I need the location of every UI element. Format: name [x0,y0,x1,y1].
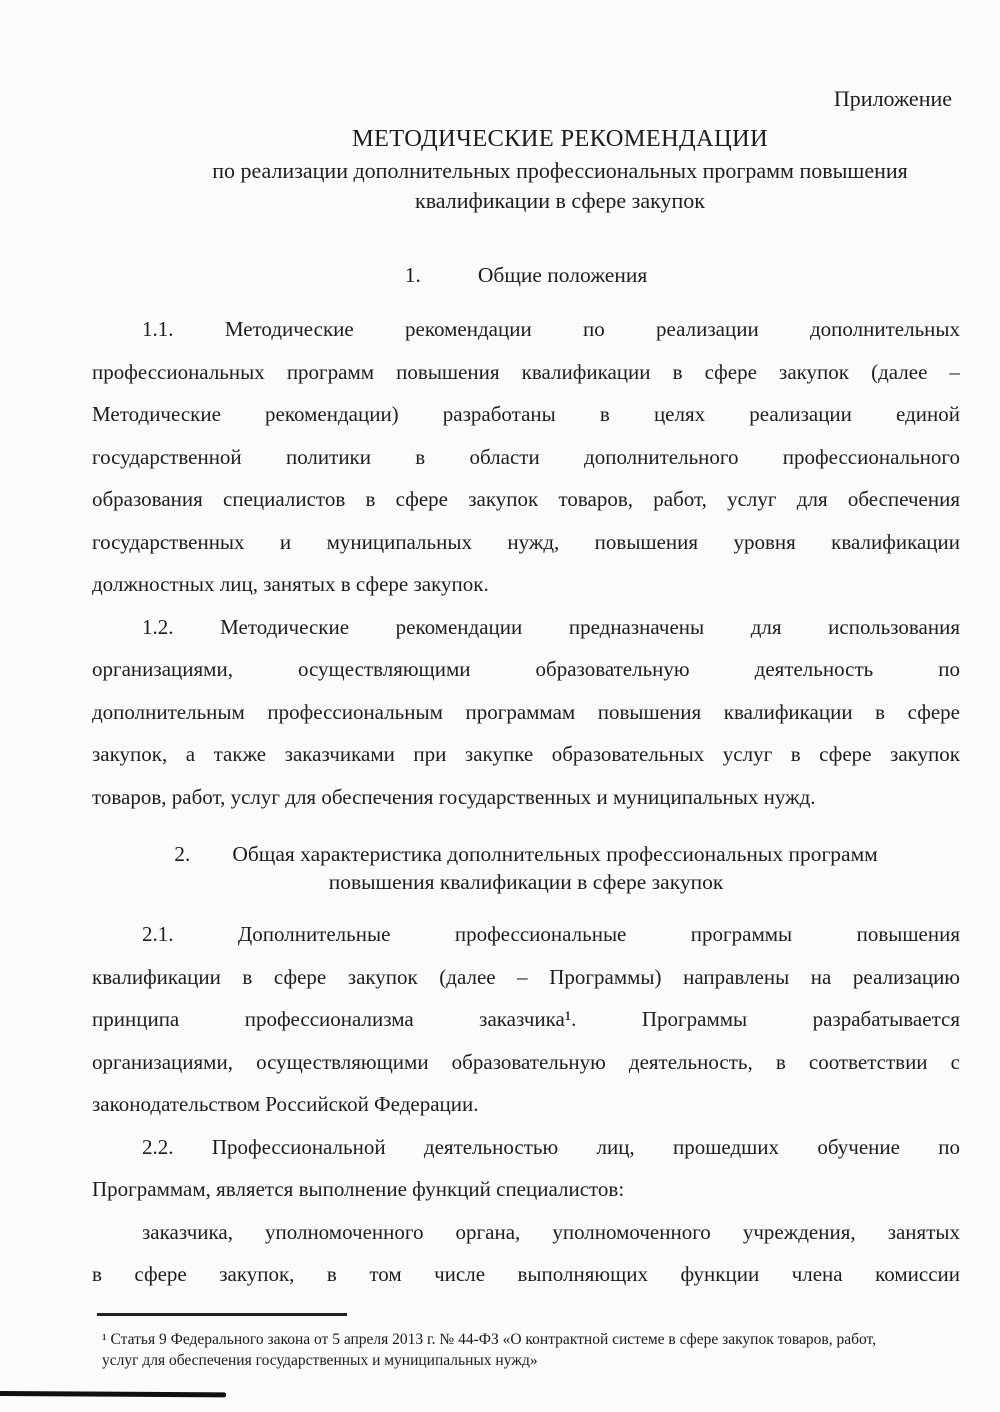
paragraph [92,913,960,1126]
section-2-heading-line-1 [92,841,960,869]
footnote-line: услуг для обеспечения государственных и муниципальных нужд» [102,1352,538,1369]
paragraph [92,1126,960,1211]
text-line: квалификации в сфере закупок (далее – Программы) направлены на реализацию [92,964,960,989]
document-header [160,124,960,215]
text-line: закупок, а также заказчиками при закупке образовательных услуг в сфере закупок [92,742,960,766]
footnote-separator [97,1313,347,1316]
text-line: 1.1. Методические рекомендации по реализации дополнительных [142,317,960,341]
section-1-number: 1. [404,263,421,287]
footnote-line: ¹ Статья 9 Федерального закона от 5 апреля 2013 г. № 44-ФЗ «О контрактной системе в сфере закупок товаров, работ, [102,1330,877,1348]
paragraph [92,606,960,819]
text-line: образования специалистов в сфере закупок товаров, работ, услуг для обеспечения [92,487,960,511]
document-subtitle-line: по реализации дополнительных профессиональных программ повышения [212,158,908,183]
section-2-heading-line-2: повышения квалификации в сфере закупок [328,869,724,894]
section-2-title: Общая характеристика дополнительных профессиональных программ [232,842,878,866]
text-line: законодательством Российской Федерации. [92,1092,479,1116]
document-subtitle [160,156,960,215]
annex-label: Приложение [833,86,952,111]
text-line: Программам, является выполнение функций специалистов: [92,1177,625,1201]
text-line: заказчика, уполномоченного органа, уполномоченного учреждения, занятых [142,1219,960,1244]
text-line: принципа профессионализма заказчика¹. Программы разрабатывается [92,1007,960,1031]
document-subtitle-line: квалификации в сфере закупок [415,187,705,213]
section-1-body [92,308,960,818]
paragraph [92,1211,960,1296]
text-line: 2.1. Дополнительные профессиональные программы повышения [142,922,960,946]
section-2-heading [92,841,960,896]
text-line: государственной политики в области дополнительного профессионального [92,444,960,469]
scan-edge-artifact [0,1391,226,1397]
text-line: организациями, осуществляющими образовательную деятельность, в соответствии с [92,1049,960,1074]
text-line: должностных лиц, занятых в сфере закупок. [92,572,489,596]
text-line: 2.2. Профессиональной деятельностью лиц, прошедших обучение по [142,1134,960,1159]
text-line: организациями, осуществляющими образовательную деятельность по [92,657,960,681]
text-line: Методические рекомендации) разработаны в целях реализации единой [92,402,960,426]
text-line: государственных и муниципальных нужд, повышения уровня квалификации [92,529,960,554]
section-1-title: Общие положения [477,263,648,287]
text-line: профессиональных программ повышения квалификации в сфере закупок (далее – [92,359,960,384]
text-line: дополнительным профессиональным программам повышения квалификации в сфере [92,699,960,724]
text-line: товаров, работ, услуг для обеспечения государственных и муниципальных нужд. [92,784,816,809]
text-line: в сфере закупок, в том числе выполняющих функции члена комиссии [92,1262,960,1286]
text-line: 1.2. Методические рекомендации предназначены для использования [142,614,960,639]
paragraph [92,308,960,606]
section-2-body [92,913,960,1296]
section-2-number: 2. [174,842,191,866]
footnote [102,1329,960,1372]
document-title: МЕТОДИЧЕСКИЕ РЕКОМЕНДАЦИИ [351,125,769,152]
section-1-heading [92,261,960,289]
